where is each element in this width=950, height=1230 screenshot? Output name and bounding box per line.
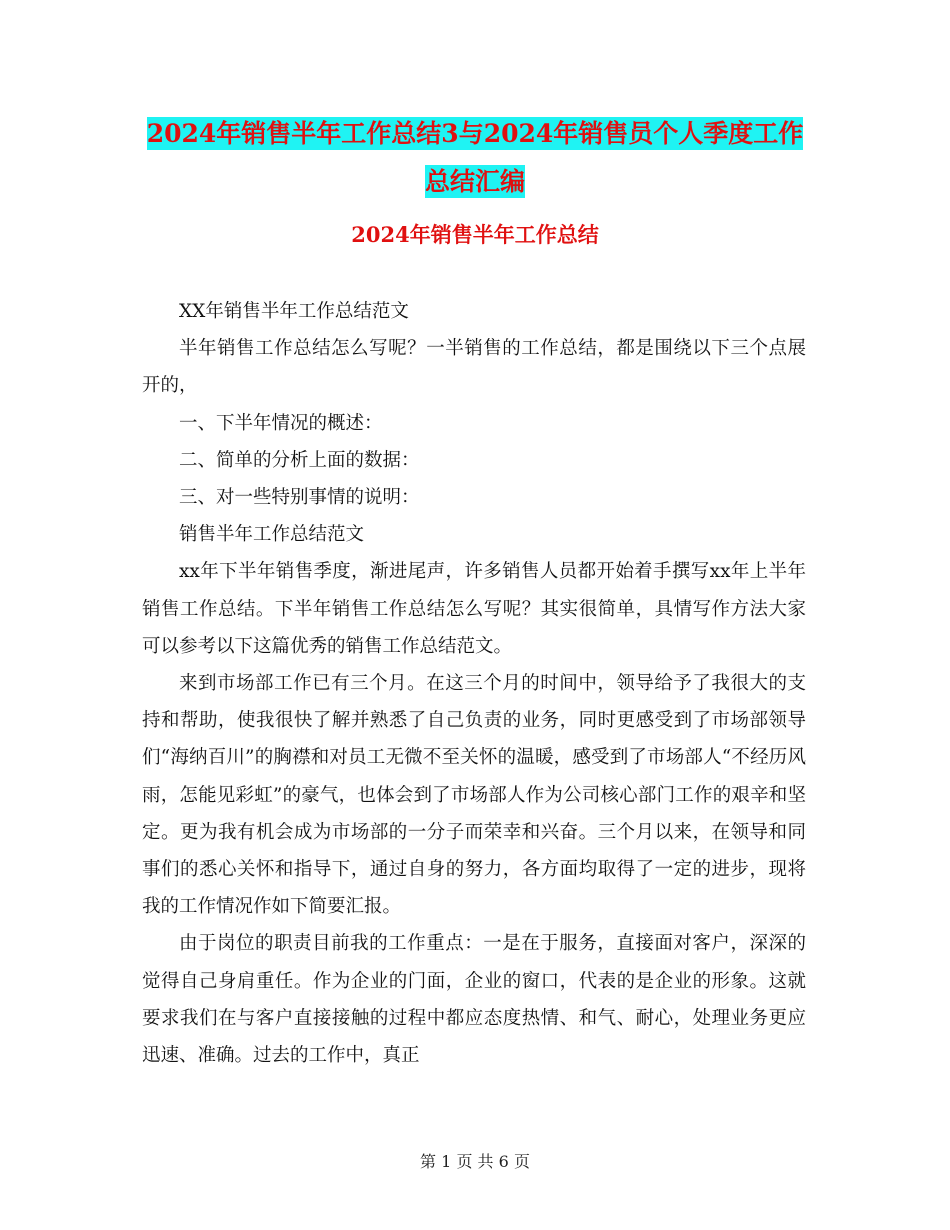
paragraph: 来到市场部工作已有三个月。在这三个月的时间中，领导给予了我很大的支持和帮助，使我很快了解并熟悉了自己负责的业务，同时更感受到了市场部领导们“海纳百川”的胸襟和对员工无微不至关怀的温暖，感受到了市场部人“不经历风雨，怎能见彩虹”的豪气，也体会到了市场部人作为公司核心部门工作的艰辛和坚定。更为我有机会成为市场部的一分子而荣幸和兴奋。三个月以来，在领导和同事们的悉心关怀和指导下，通过自身的努力，各方面均取得了一定的进步，现将我的工作情况作如下简要汇报。 [142,673,806,918]
document-title-text: 2024年销售半年工作总结3与2024年销售员个人季度工作总结汇编 [146,119,804,196]
paragraph: XX年销售半年工作总结范文 [179,301,409,322]
paragraph: 三、对一些特别事情的说明： [179,487,420,509]
paragraph: 一、下半年情况的概述： [179,412,383,434]
paragraph: 销售半年工作总结范文 [179,524,365,546]
paragraph: xx年下半年销售季度，渐进尾声，许多销售人员都开始着手撰写xx年上半年销售工作总结。下半年销售工作总结怎么写呢？其实很简单，具情写作方法大家可以参考以下这篇优秀的销售工作总结范文。 [142,561,806,657]
paragraph: 半年销售工作总结怎么写呢？一半销售的工作总结，都是围绕以下三个点展开的， [142,338,806,397]
footer-prefix: 第 [420,1152,437,1171]
paragraph: 二、简单的分析上面的数据： [179,449,420,471]
page-footer [0,1150,950,1174]
footer-total-label: 共 [477,1152,494,1171]
section-title: 2024年销售半年工作总结 [351,222,599,247]
footer-page-label: 页 [456,1152,473,1171]
document-title [140,110,810,206]
document-body [142,293,806,1074]
footer-current-page: 1 [441,1152,452,1171]
footer-suffix: 页 [513,1152,530,1171]
footer-total-pages: 6 [498,1152,509,1171]
paragraph: 由于岗位的职责目前我的工作重点：一是在于服务，直接面对客户，深深的觉得自己身肩重任。作为企业的门面，企业的窗口，代表的是企业的形象。这就要求我们在与客户直接接触的过程中都应态度热情、和气、耐心，处理业务更应迅速、准确。过去的工作中，真正 [142,933,806,1067]
